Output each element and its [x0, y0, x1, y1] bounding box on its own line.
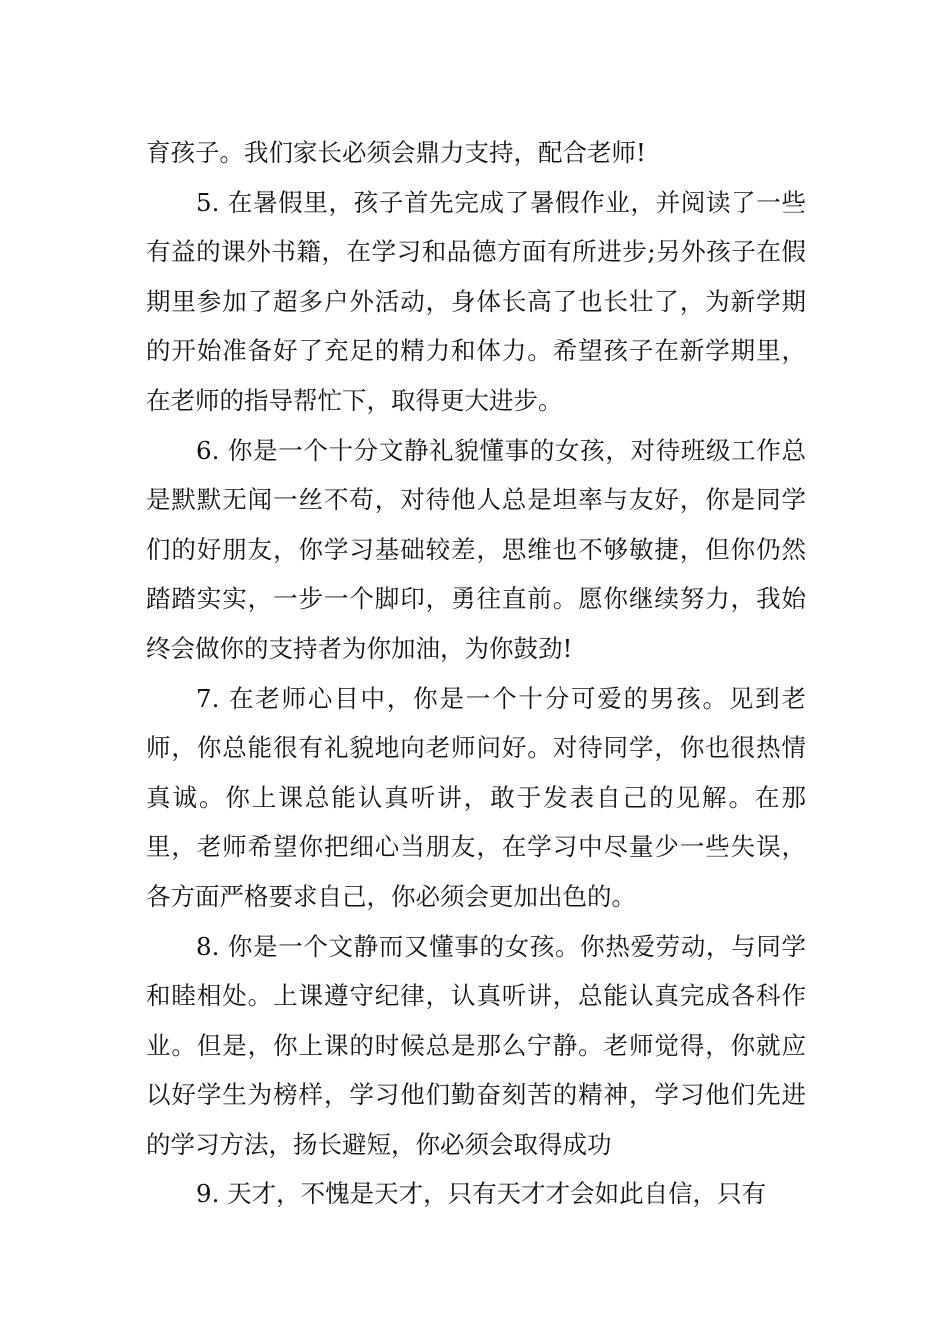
paragraph-item-6: 6. 你是一个十分文静礼貌懂事的女孩，对待班级工作总是默默无闻一丝不苟，对待他人总是坦率与友好，你是同学们的好朋友，你学习基础较差，思维也不够敏捷，但你仍然踏踏实实，一步一个脚印，勇往直前。愿你继续努力，我始终会做你的支持者为你加油，为你鼓劲! — [146, 435, 806, 663]
paragraph-item-8: 8. 你是一个文静而又懂事的女孩。你热爱劳动，与同学和睦相处。上课遵守纪律，认真听讲，总能认真完成各科作业。但是，你上课的时候总是那么宁静。老师觉得，你就应以好学生为榜样，学习他们勤奋刻苦的精神，学习他们先进的学习方法，扬长避短，你必须会取得成功 — [146, 931, 806, 1159]
paragraph-continuation: 育孩子。我们家长必须会鼎力支持，配合老师! — [146, 138, 646, 167]
paragraph-item-5: 5. 在暑假里，孩子首先完成了暑假作业，并阅读了一些有益的课外书籍，在学习和品德方面有所进步;另外孩子在假期里参加了超多户外活动，身体长高了也长壮了，为新学期的开始准备好了充足的精力和体力。希望孩子在新学期里，在老师的指导帮忙下，取得更大进步。 — [146, 187, 806, 415]
paragraph-item-7: 7. 在老师心目中，你是一个十分可爱的男孩。见到老师，你总能很有礼貌地向老师问好。对待同学，你也很热情真诚。你上课总能认真听讲，敢于发表自己的见解。在那里，老师希望你把细心当朋友，在学习中尽量少一些失误，各方面严格要求自己，你必须会更加出色的。 — [146, 683, 806, 911]
document-body — [146, 128, 806, 1219]
paragraph-item-9: 9. 天才，不愧是天才，只有天才才会如此自信，只有 — [196, 1179, 767, 1209]
